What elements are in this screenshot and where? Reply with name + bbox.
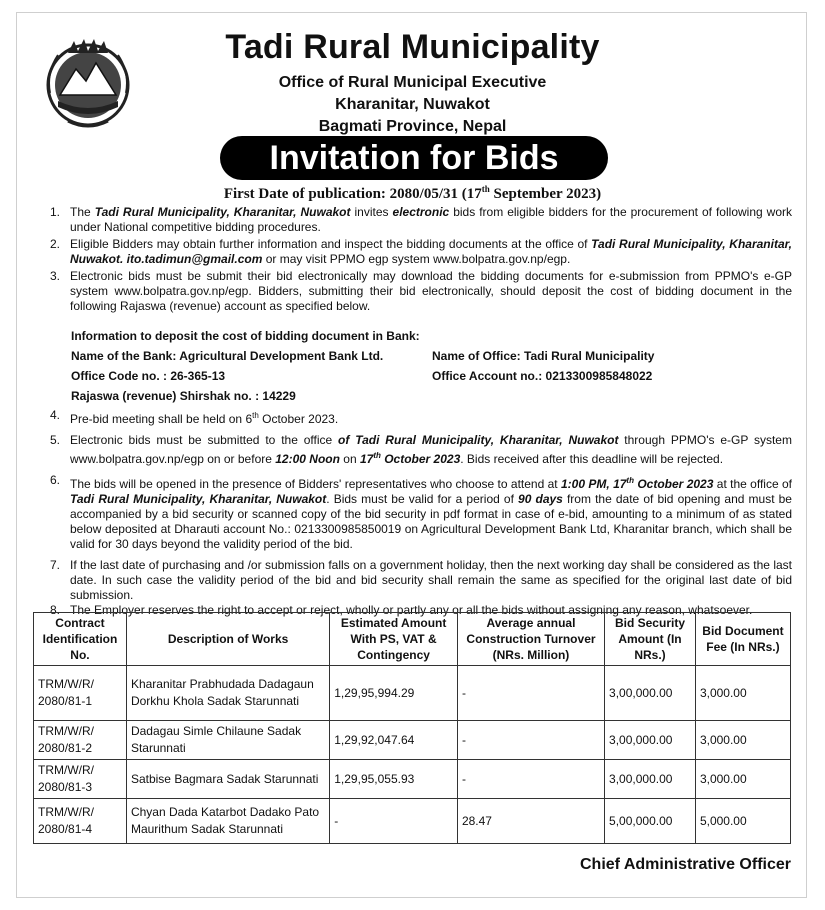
bid-instructions-continued [50, 408, 792, 618]
bank-info-heading: Information to deposit the cost of bidding document in Bank: [71, 329, 420, 343]
instruction-item: 3. Electronic bids must be submit their bid electronically may download the bidding documents for e-submission from PPMO's e-GP system www.bolpatra.gov.np/egp. Bidders, submitting their bid electronically, should deposit the cost of bidding document in the following Rajaswa (revenue) account as specified below. [50, 269, 792, 313]
column-header: Description of Works [126, 613, 329, 666]
publication-date: First Date of publication: 2080/05/31 (17th September 2023) [223, 184, 602, 202]
municipality-title: Tadi Rural Municipality [225, 28, 600, 66]
instruction-item: 5. Electronic bids must be submitted to the office of Tadi Rural Municipality, Kharanitar, Nuwakot through PPMO's e-GP system www.bolpatra.gov.np/egp on or before 12:00 Noon on 17th October 2023. Bids received after this deadline will be rejected. [50, 433, 792, 466]
table-row: TRM/W/R/ 2080/81-1 Kharanitar Prabhudada Dadagaun Dorkhu Khola Sadak Starunnati 1,29,95,994.29 - 3,00,000.00 3,000.00 [34, 666, 791, 721]
table-row: TRM/W/R/ 2080/81-2 Dadagau Simle Chilaune Sadak Starunnati 1,29,92,047.64 - 3,00,000.00 3,000.00 [34, 721, 791, 760]
office-account: Office Account no.: 0213300985848022 [432, 369, 653, 383]
instruction-item: 4. Pre-bid meeting shall be held on 6th October 2023. [50, 408, 339, 426]
instruction-item: 2. Eligible Bidders may obtain further information and inspect the bidding documents at the office of Tadi Rural Municipality, Kharanitar, Nuwakot. ito.tadimun@gmail.com or may visit PPMO egp system www.bolpatra.gov.np/egp. [50, 237, 792, 266]
instruction-item: 7. If the last date of purchasing and /or submission falls on a government holiday, then the next working day shall be considered as the last date. In such case the validity period of the bid and bid security shall remain the same as specified for the original last date of bid submission. [50, 558, 792, 602]
rajaswa-code: Rajaswa (revenue) Shirshak no. : 14229 [71, 389, 296, 403]
column-header: Estimated Amount With PS, VAT & Contingency [330, 613, 458, 666]
province-line: Bagmati Province, Nepal [318, 118, 507, 135]
bank-info [71, 326, 791, 406]
location-line: Kharanitar, Nuwakot [335, 96, 490, 113]
signature-title: Chief Administrative Officer [579, 856, 791, 873]
emblem-logo [38, 33, 138, 133]
office-line: Office of Rural Municipal Executive [278, 74, 547, 91]
column-header: Bid Document Fee (In NRs.) [695, 613, 790, 666]
column-header: Contract Identification No. [34, 613, 127, 666]
bid-instructions [50, 205, 792, 314]
column-header: Bid Security Amount (In NRs.) [605, 613, 696, 666]
instruction-item: 8. The Employer reserves the right to accept or reject, wholly or partly any or all the bids without assigning any reason, whatsoever. [50, 603, 753, 617]
table-row: TRM/W/R/ 2080/81-3 Satbise Bagmara Sadak Starunnati 1,29,95,055.93 - 3,00,000.00 3,000.00 [34, 760, 791, 799]
invitation-banner: Invitation for Bids [220, 136, 608, 180]
bank-name: Name of the Bank: Agricultural Development Bank Ltd. [71, 349, 384, 363]
instruction-item: 1. The Tadi Rural Municipality, Kharanitar, Nuwakot invites electronic bids from eligible bidders for the procurement of following work under National competitive bidding procedures. [50, 205, 793, 234]
table-row: TRM/W/R/ 2080/81-4 Chyan Dada Katarbot Dadako Pato Maurithum Sadak Starunnati - 28.47 5,00,000.00 5,000.00 [34, 799, 791, 844]
table-header-row [34, 613, 791, 666]
office-name: Name of Office: Tadi Rural Municipality [432, 349, 655, 363]
office-code: Office Code no. : 26-365-13 [71, 369, 226, 383]
column-header: Average annual Construction Turnover (NRs. Million) [457, 613, 604, 666]
instruction-item: 6. The bids will be opened in the presence of Bidders' representatives who choose to attend at 1:00 PM, 17th October 2023 at the office of Tadi Rural Municipality, Kharanitar, Nuwakot. Bids must be valid for a period of 90 days from the date of bid opening and must be accompanied by a bid security or scanned copy of the bid security in pdf format in case of e-bid, amounting to a minimum of as stated below deposited at Dharauti account No.: 0213300985850019 on Agricultural Development Bank Ltd, Kharanitar branch, which shall be valid for 30 days beyond the validity period of the bid. [50, 473, 793, 551]
bids-table [33, 612, 791, 844]
